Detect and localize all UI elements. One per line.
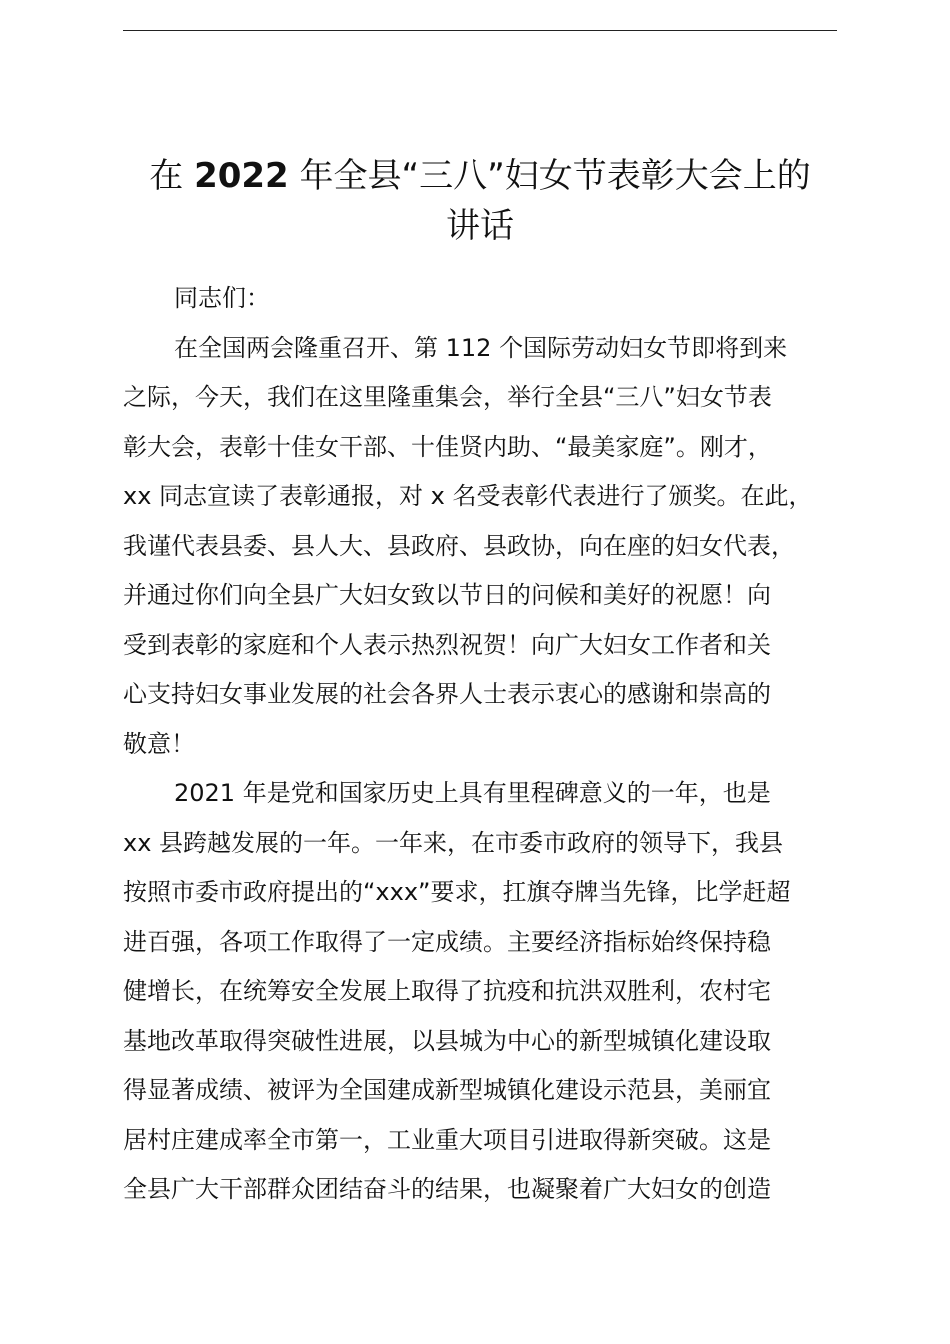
paragraph-1 bbox=[123, 324, 863, 770]
title-line-2: 讲话 bbox=[446, 205, 514, 246]
paragraph-2-line: 居村庄建成率全市第一，工业重大项目引进取得新突破。这是 bbox=[123, 1125, 771, 1154]
paragraph-1-line: 之际，今天，我们在这里隆重集会，举行全县“三八”妇女节表 bbox=[123, 383, 772, 411]
paragraph-2-line: 全县广大干部群众团结奋斗的结果，也凝聚着广大妇女的创造 bbox=[123, 1175, 771, 1203]
paragraph-2-line: xx 县跨越发展的一年。一年来，在市委市政府的领导下，我县 bbox=[123, 828, 784, 857]
document-body bbox=[123, 274, 863, 1215]
paragraph-1-line: 受到表彰的家庭和个人表示热烈祝贺！向广大妇女工作者和关 bbox=[123, 630, 771, 659]
paragraph-1-line: 并通过你们向全县广大妇女致以节日的问候和美好的祝愿！向 bbox=[123, 581, 771, 609]
paragraph-2-line: 得显著成绩、被评为全国建成新型城镇化建设示范县，美丽宜 bbox=[123, 1076, 771, 1104]
title-year: 2022 bbox=[194, 156, 289, 196]
paragraph-1-line: xx 同志宣读了表彰通报，对 x 名受表彰代表进行了颁奖。在此， bbox=[123, 482, 813, 510]
paragraph-1-line: 心支持妇女事业发展的社会各界人士表示衷心的感谢和崇高的 bbox=[123, 680, 771, 708]
header-rule bbox=[123, 30, 837, 31]
paragraph-1-line: 我谨代表县委、县人大、县政府、县政协，向在座的妇女代表， bbox=[123, 531, 795, 560]
paragraph-1-line: 彰大会，表彰十佳女干部、十佳贤内助、“最美家庭”。刚才， bbox=[123, 432, 772, 461]
paragraph-1-line: 在全国两会隆重召开、第 112 个国际劳动妇女节即将到来 bbox=[174, 333, 788, 362]
title-suffix: 年全县“三八”妇女节表彰大会上的 bbox=[299, 156, 811, 196]
title-line-1 bbox=[100, 150, 860, 200]
paragraph-2-line: 健增长，在统筹安全发展上取得了抗疫和抗洪双胜利，农村宅 bbox=[123, 977, 771, 1005]
paragraph-2-line: 2021 年是党和国家历史上具有里程碑意义的一年，也是 bbox=[174, 779, 771, 807]
salutation: 同志们： bbox=[174, 284, 270, 312]
paragraph-2-line: 基地改革取得突破性进展，以县城为中心的新型城镇化建设取 bbox=[123, 1026, 771, 1055]
paragraph-2-line: 进百强，各项工作取得了一定成绩。主要经济指标始终保持稳 bbox=[123, 927, 771, 956]
title-prefix: 在 bbox=[149, 156, 184, 196]
page-title bbox=[100, 150, 860, 249]
paragraph-1-line: 敬意！ bbox=[123, 729, 195, 758]
paragraph-2-line: 按照市委市政府提出的“xxx”要求，扛旗夺牌当先锋，比学赶超 bbox=[123, 878, 791, 906]
paragraph-2 bbox=[123, 769, 863, 1215]
